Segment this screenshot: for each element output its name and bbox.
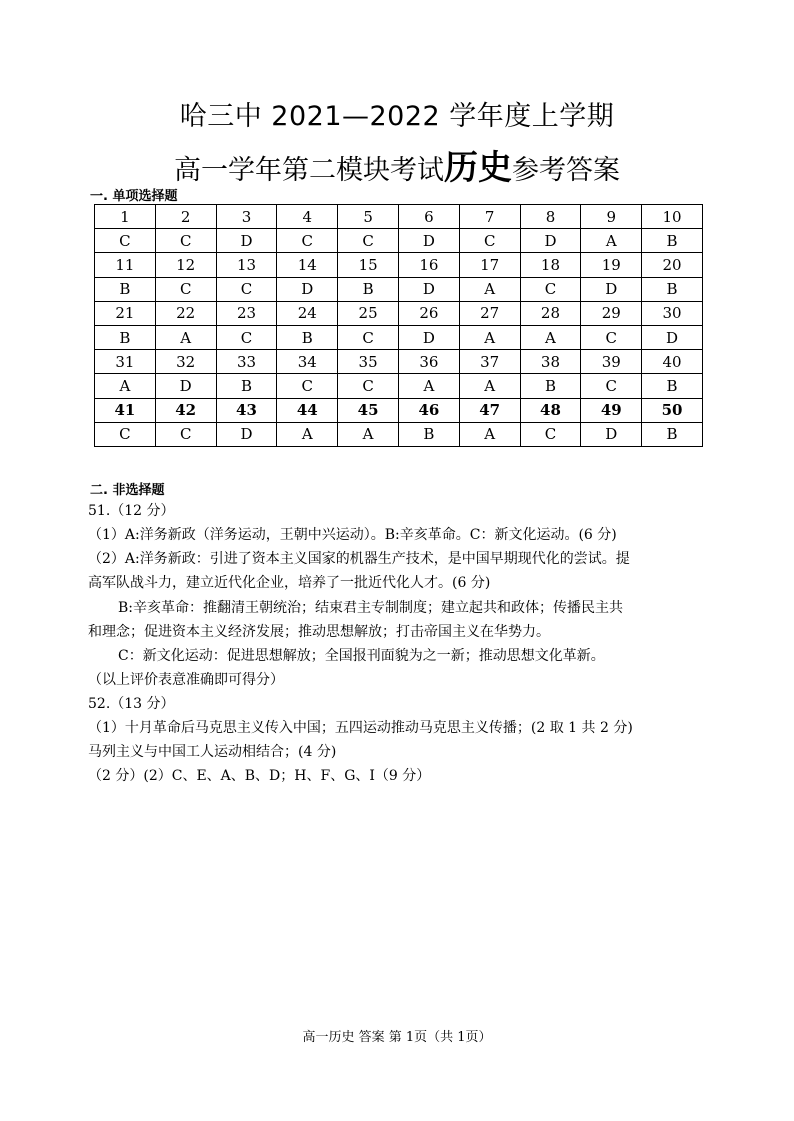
question-number-cell: 32	[155, 350, 216, 374]
question-number-cell: 2	[155, 205, 216, 229]
answer-cell: C	[155, 229, 216, 253]
question-number-row	[95, 350, 703, 374]
answer-cell: D	[216, 229, 277, 253]
answer-cell: A	[338, 422, 399, 446]
question-number-cell: 11	[95, 253, 156, 277]
answer-cell: B	[642, 374, 703, 398]
answer-cell: D	[642, 325, 703, 349]
question-number-cell: 49	[581, 398, 642, 422]
answer-cell: B	[95, 277, 156, 301]
q52-heading: 52.（13 分）	[88, 696, 175, 712]
answer-cell: A	[459, 325, 520, 349]
q52-part1-cont: 马列主义与中国工人运动相结合；(4 分)	[88, 744, 337, 760]
question-number-cell: 22	[155, 301, 216, 325]
question-number-cell: 23	[216, 301, 277, 325]
q51-note: （以上评价表意准确即可得分）	[88, 672, 284, 688]
q51-part2-a: （2）A:洋务新政：引进了资本主义国家的机器生产技术，是中国早期现代化的尝试。提	[88, 551, 630, 567]
question-number-cell: 13	[216, 253, 277, 277]
answer-cell: C	[95, 229, 156, 253]
answer-cell: B	[398, 422, 459, 446]
question-number-cell: 12	[155, 253, 216, 277]
question-number-cell: 30	[642, 301, 703, 325]
q51-heading: 51.（12 分）	[88, 503, 175, 519]
question-number-cell: 21	[95, 301, 156, 325]
section-heading-choice: 一. 单项选择题	[90, 189, 178, 204]
answer-cell: B	[642, 277, 703, 301]
answer-cell: C	[338, 374, 399, 398]
question-number-cell: 42	[155, 398, 216, 422]
document-title: 哈三中 2021—2022 学年度上学期	[179, 101, 615, 132]
answer-cell: C	[277, 374, 338, 398]
answer-cell: B	[520, 374, 581, 398]
answer-cell: A	[95, 374, 156, 398]
question-number-cell: 5	[338, 205, 399, 229]
answer-cell: A	[459, 277, 520, 301]
answer-cell: C	[216, 325, 277, 349]
answer-cell: C	[581, 325, 642, 349]
q51-part2-c: C：新文化运动：促进思想解放；全国报刊面貌为之一新；推动思想文化革新。	[118, 648, 605, 664]
answer-cell: D	[398, 277, 459, 301]
q51-part2-b: B:辛亥革命：推翻清王朝统治；结束君主专制制度；建立起共和政体；传播民主共	[118, 600, 624, 616]
answer-cell: D	[581, 277, 642, 301]
answer-cell: C	[216, 277, 277, 301]
question-number-cell: 25	[338, 301, 399, 325]
question-number-cell: 15	[338, 253, 399, 277]
answer-cell: C	[155, 422, 216, 446]
q52-part2: （2 分）(2）C、E、A、B、D；H、F、G、I（9 分）	[88, 768, 431, 784]
question-number-row	[95, 398, 703, 422]
answer-cell: A	[155, 325, 216, 349]
question-number-cell: 44	[277, 398, 338, 422]
question-number-row	[95, 205, 703, 229]
question-number-cell: 47	[459, 398, 520, 422]
question-number-cell: 45	[338, 398, 399, 422]
answer-row	[95, 277, 703, 301]
question-number-cell: 37	[459, 350, 520, 374]
section-heading-essay: 二. 非选择题	[90, 483, 165, 498]
answer-row	[95, 325, 703, 349]
answer-cell: B	[642, 422, 703, 446]
answer-cell: B	[216, 374, 277, 398]
question-number-cell: 3	[216, 205, 277, 229]
answer-cell: D	[398, 229, 459, 253]
question-number-cell: 19	[581, 253, 642, 277]
question-number-cell: 39	[581, 350, 642, 374]
answer-row	[95, 229, 703, 253]
q51-part2-b-cont: 和理念；促进资本主义经济发展；推动思想解放；打击帝国主义在华势力。	[88, 624, 550, 640]
answer-cell: D	[216, 422, 277, 446]
question-number-cell: 31	[95, 350, 156, 374]
question-number-cell: 4	[277, 205, 338, 229]
subtitle-suffix: 参考答案	[512, 155, 620, 186]
question-number-cell: 35	[338, 350, 399, 374]
answer-cell: D	[277, 277, 338, 301]
question-number-cell: 6	[398, 205, 459, 229]
answer-cell: C	[581, 374, 642, 398]
question-number-cell: 16	[398, 253, 459, 277]
question-number-cell: 46	[398, 398, 459, 422]
question-number-cell: 8	[520, 205, 581, 229]
question-number-cell: 17	[459, 253, 520, 277]
answer-cell: A	[459, 374, 520, 398]
question-number-cell: 41	[95, 398, 156, 422]
question-number-cell: 28	[520, 301, 581, 325]
answer-cell: A	[581, 229, 642, 253]
question-number-cell: 26	[398, 301, 459, 325]
answer-cell: B	[277, 325, 338, 349]
question-number-cell: 20	[642, 253, 703, 277]
question-number-cell: 29	[581, 301, 642, 325]
answer-cell: D	[398, 325, 459, 349]
subject-name: 历史	[444, 148, 512, 188]
answer-cell: D	[581, 422, 642, 446]
q52-part1: （1）十月革命后马克思主义传入中国；五四运动推动马克思主义传播；(2 取 1 共 2 分)	[88, 720, 633, 736]
question-number-cell: 1	[95, 205, 156, 229]
question-number-cell: 36	[398, 350, 459, 374]
question-number-cell: 38	[520, 350, 581, 374]
q51-part2-a-cont: 高军队战斗力，建立近代化企业，培养了一批近代化人才。(6 分)	[88, 575, 491, 591]
answer-cell: C	[459, 229, 520, 253]
question-number-cell: 9	[581, 205, 642, 229]
answer-row	[95, 422, 703, 446]
answer-cell: A	[277, 422, 338, 446]
answer-cell: C	[338, 229, 399, 253]
question-number-cell: 18	[520, 253, 581, 277]
answer-cell: A	[459, 422, 520, 446]
answer-cell: D	[155, 374, 216, 398]
answer-cell: B	[338, 277, 399, 301]
answer-cell: C	[277, 229, 338, 253]
question-number-cell: 10	[642, 205, 703, 229]
question-number-cell: 43	[216, 398, 277, 422]
answer-cell: C	[520, 422, 581, 446]
answer-cell: C	[338, 325, 399, 349]
question-number-cell: 7	[459, 205, 520, 229]
question-number-cell: 24	[277, 301, 338, 325]
answer-cell: B	[95, 325, 156, 349]
question-number-cell: 14	[277, 253, 338, 277]
answer-cell: D	[520, 229, 581, 253]
answer-cell: C	[155, 277, 216, 301]
question-number-row	[95, 301, 703, 325]
subtitle-prefix: 高一学年第二模块考试	[174, 155, 444, 186]
answer-cell: A	[398, 374, 459, 398]
question-number-cell: 50	[642, 398, 703, 422]
question-number-cell: 34	[277, 350, 338, 374]
q51-part1: （1）A:洋务新政（洋务运动，王朝中兴运动）。B:辛亥革命。C：新文化运动。(6 分)	[88, 527, 617, 543]
document-subtitle	[0, 140, 794, 189]
answer-cell: C	[520, 277, 581, 301]
question-number-cell: 48	[520, 398, 581, 422]
answer-row	[95, 374, 703, 398]
question-number-cell: 27	[459, 301, 520, 325]
answer-table	[94, 204, 703, 447]
question-number-row	[95, 253, 703, 277]
answer-cell: B	[642, 229, 703, 253]
page-footer: 高一历史 答案 第 1页（共 1页）	[302, 1030, 492, 1045]
answer-cell: A	[520, 325, 581, 349]
question-number-cell: 40	[642, 350, 703, 374]
question-number-cell: 33	[216, 350, 277, 374]
answer-cell: C	[95, 422, 156, 446]
